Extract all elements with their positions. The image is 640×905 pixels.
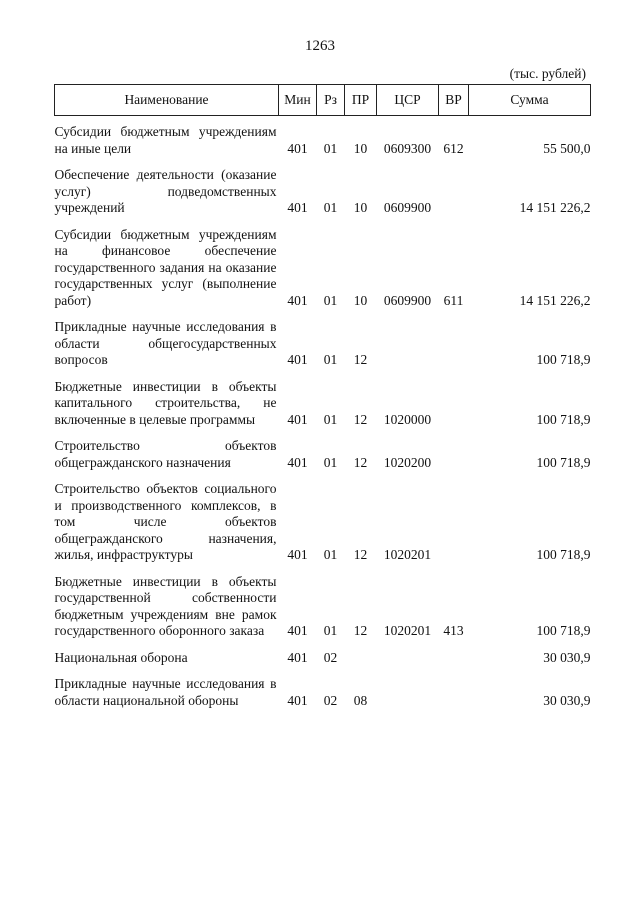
row-sum: 14 151 226,2 [519, 292, 591, 308]
row-vr [439, 157, 469, 217]
table-row [55, 564, 591, 640]
row-min: 401 [287, 140, 308, 156]
row-csr: 0609900 [383, 200, 432, 215]
row-name: Прикладные научные исследования в области общегосударственных вопросов [54, 319, 277, 367]
row-min: 401 [287, 454, 308, 470]
table-row [55, 309, 591, 369]
row-min: 401 [287, 692, 308, 708]
row-pr: 12 [353, 623, 368, 638]
row-min: 401 [287, 623, 308, 638]
row-csr: 1020201 [383, 623, 432, 638]
row-vr [439, 666, 469, 709]
row-name: Прикладные научные исследования в области национальной обороны [54, 676, 277, 708]
row-rz: 01 [323, 411, 338, 427]
row-vr [439, 428, 469, 471]
row-name: Национальная оборона [54, 649, 188, 665]
table-row [55, 157, 591, 217]
row-sum: 30 030,9 [543, 649, 591, 665]
header-name: Наименование [55, 85, 279, 116]
row-min: 401 [287, 411, 308, 427]
row-vr: 413 [443, 623, 464, 638]
row-csr: 0609300 [383, 140, 432, 156]
row-min: 401 [287, 200, 308, 215]
row-min: 401 [287, 352, 308, 367]
table-row [55, 217, 591, 310]
row-sum: 100 718,9 [536, 352, 591, 367]
row-rz: 02 [323, 692, 338, 708]
row-csr [377, 666, 439, 709]
header-pr: ПР [345, 85, 377, 116]
row-name: Строительство объектов социального и производственного комплексов, в том числе объектов общегражданского назначения, жилья, инфраструктуры [54, 481, 277, 562]
row-pr [345, 640, 377, 667]
row-csr: 1020200 [383, 454, 432, 470]
row-name: Бюджетные инвестиции в объекты капитального строительства, не включенные в целевые программы [54, 378, 277, 427]
row-pr: 10 [353, 200, 368, 215]
row-sum: 100 718,9 [536, 547, 591, 562]
row-min: 401 [287, 547, 308, 562]
row-csr: 1020201 [383, 547, 432, 562]
row-rz: 01 [323, 623, 338, 638]
header-rz: Рз [317, 85, 345, 116]
row-rz: 01 [323, 292, 338, 308]
row-sum: 14 151 226,2 [519, 200, 591, 215]
units-label: (тыс. рублей) [509, 66, 586, 81]
row-vr [439, 309, 469, 369]
budget-table [54, 84, 591, 709]
row-vr [439, 471, 469, 564]
row-sum: 55 500,0 [543, 140, 591, 156]
row-sum: 100 718,9 [536, 411, 591, 427]
header-sum: Сумма [469, 85, 591, 116]
row-min: 401 [287, 649, 308, 665]
page-number: 1263 [305, 38, 335, 54]
table-row [55, 428, 591, 471]
row-csr [377, 309, 439, 369]
row-rz: 01 [323, 140, 338, 156]
row-name: Субсидии бюджетным учреждениям на иные цели [54, 124, 277, 156]
table-row [55, 640, 591, 667]
header-min: Мин [279, 85, 317, 116]
header-csr: ЦСР [377, 85, 439, 116]
row-sum: 100 718,9 [536, 454, 591, 470]
row-rz: 01 [323, 454, 338, 470]
table-header-row [55, 85, 591, 116]
header-vr: ВР [439, 85, 469, 116]
row-min: 401 [287, 292, 308, 308]
row-rz: 01 [323, 200, 338, 215]
row-name: Бюджетные инвестиции в объекты государственной собственности бюджетным учреждениям вне рамок государственного оборонного заказа [54, 573, 277, 638]
row-pr: 10 [353, 140, 368, 156]
row-pr: 12 [353, 454, 368, 470]
table-row [55, 666, 591, 709]
row-name: Обеспечение деятельности (оказание услуг) подведомственных учреждений [54, 167, 277, 215]
row-pr: 12 [353, 411, 368, 427]
row-csr: 1020000 [383, 411, 432, 427]
row-name: Строительство объектов общегражданского назначения [54, 438, 277, 470]
row-pr: 12 [353, 352, 368, 367]
row-csr [377, 640, 439, 667]
table-row [55, 116, 591, 158]
row-pr: 10 [353, 292, 368, 308]
row-name: Субсидии бюджетным учреждениям на финансовое обеспечение государственного задания на оказание государственных услуг (выполнение работ) [54, 226, 277, 308]
row-pr: 08 [353, 692, 368, 708]
table-row [55, 471, 591, 564]
row-vr: 612 [443, 140, 464, 156]
row-vr: 611 [443, 292, 464, 308]
row-csr: 0609900 [383, 292, 432, 308]
row-sum: 100 718,9 [536, 623, 591, 638]
row-pr: 12 [353, 547, 368, 562]
table-row [55, 369, 591, 429]
row-rz: 01 [323, 547, 338, 562]
row-vr [439, 640, 469, 667]
row-vr [439, 369, 469, 429]
row-rz: 01 [323, 352, 338, 367]
row-rz: 02 [323, 649, 338, 665]
row-sum: 30 030,9 [543, 692, 591, 708]
